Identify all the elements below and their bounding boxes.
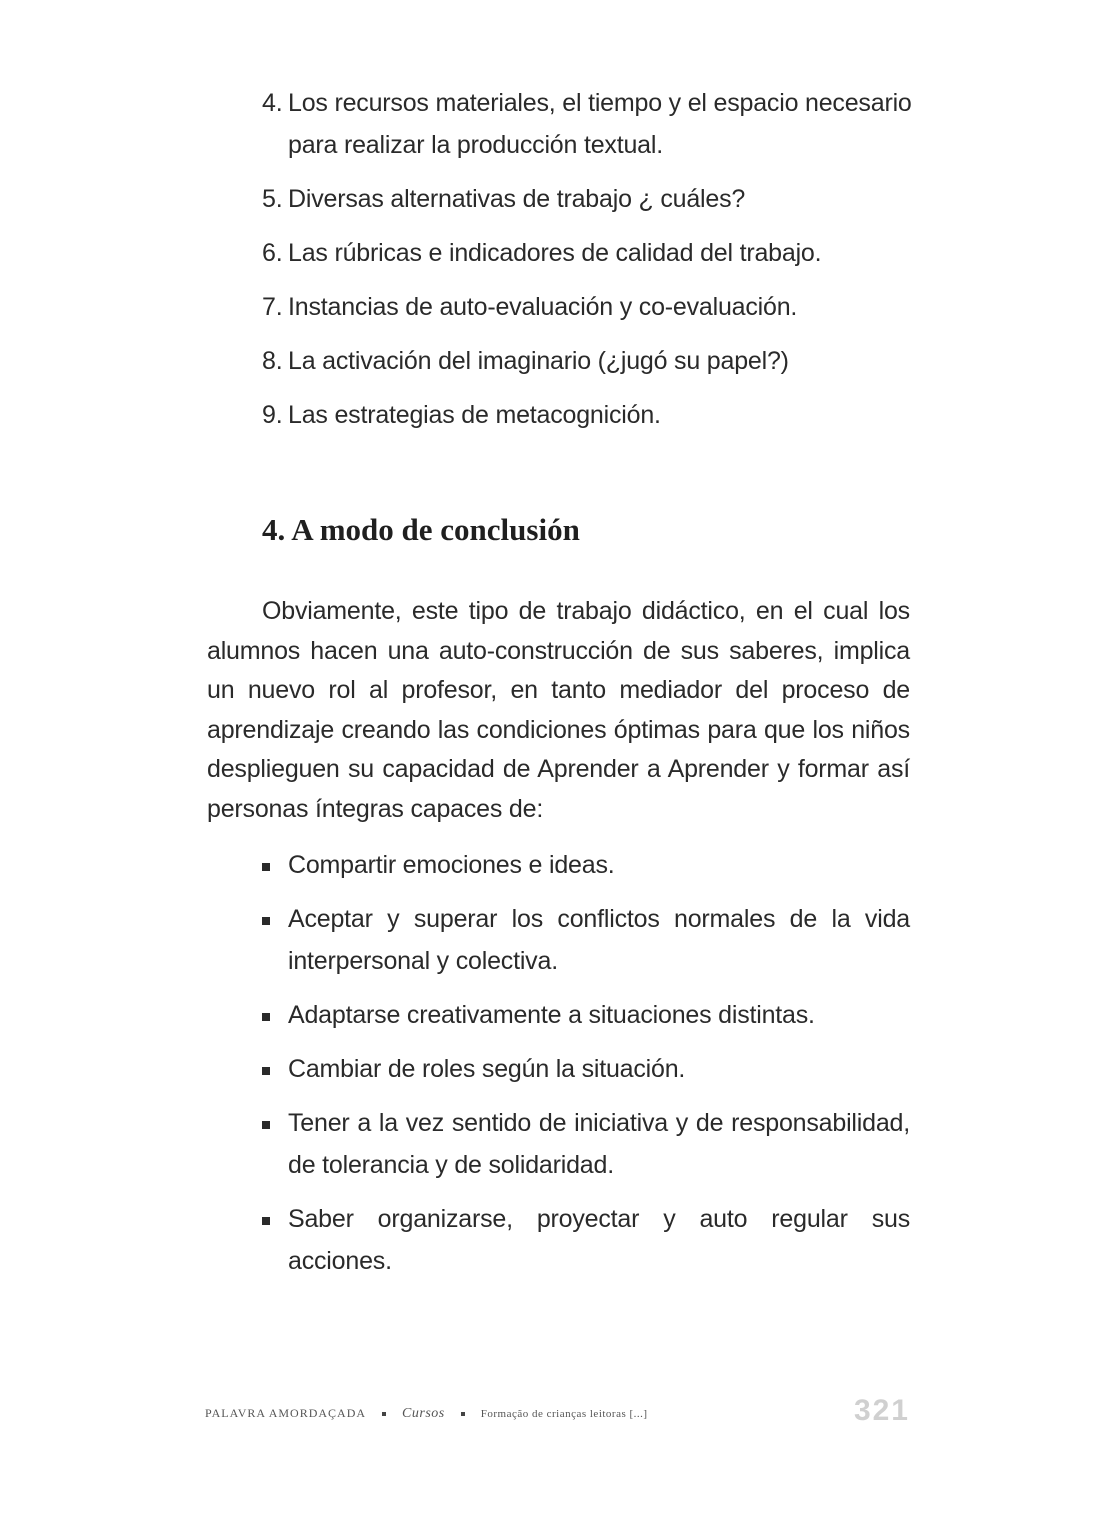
item-text: Los recursos materiales, el tiempo y el espacio necesario para realizar la producción textual. <box>288 89 912 159</box>
list-item <box>262 844 910 886</box>
square-bullet-icon <box>262 1013 270 1021</box>
square-bullet-icon <box>262 917 270 925</box>
chapter-title: Formação de crianças leitoras [...] <box>480 1408 648 1420</box>
book-title: PALAVRA AMORDAÇADA <box>205 1406 367 1420</box>
item-text: Diversas alternativas de trabajo ¿ cuáles? <box>288 185 746 213</box>
list-item <box>262 82 922 166</box>
section-heading: 4. A modo de conclusión <box>262 512 580 547</box>
separator-square-icon <box>382 1412 386 1416</box>
square-bullet-icon <box>262 863 270 871</box>
item-text: Saber organizarse, proyectar y auto regular sus acciones. <box>288 1205 910 1275</box>
item-text: Las rúbricas e indicadores de calidad del trabajo. <box>288 239 822 267</box>
item-text: Adaptarse creativamente a situaciones distintas. <box>288 1001 815 1029</box>
list-item <box>262 898 910 982</box>
list-item <box>262 1198 910 1282</box>
page-footer <box>205 1394 910 1434</box>
item-text: Tener a la vez sentido de iniciativa y de responsabilidad, de tolerancia y de solidaridad. <box>288 1109 910 1179</box>
item-text: Compartir emociones e ideas. <box>288 851 615 879</box>
item-text: Cambiar de roles según la situación. <box>288 1055 686 1083</box>
item-number: 6. <box>262 239 283 267</box>
square-bullet-icon <box>262 1217 270 1225</box>
page-number: 321 <box>853 1394 910 1427</box>
item-number: 5. <box>262 185 283 213</box>
square-bullet-icon <box>262 1121 270 1129</box>
list-item <box>262 994 910 1036</box>
item-number: 9. <box>262 401 283 429</box>
list-item <box>262 178 922 220</box>
list-item <box>262 1048 910 1090</box>
body-paragraph: Obviamente, este tipo de trabajo didáctico, en el cual los alumnos hacen una auto-construcción de sus saberes, implica un nuevo rol al profesor, en tanto mediador del proceso de aprendizaje creando las condiciones óptimas para que los niños desplieguen su capacidad de Aprender a Aprender y formar así personas íntegras capaces de: <box>207 597 910 823</box>
item-text: La activación del imaginario (¿jugó su papel?) <box>288 347 789 375</box>
item-text: Aceptar y superar los conflictos normales de la vida interpersonal y colectiva. <box>288 905 910 975</box>
running-footer <box>205 1406 648 1422</box>
item-number: 8. <box>262 347 283 375</box>
item-number: 7. <box>262 293 283 321</box>
list-item <box>262 286 922 328</box>
list-item <box>262 394 922 436</box>
numbered-list <box>262 82 922 448</box>
item-number: 4. <box>262 89 283 117</box>
separator-square-icon <box>461 1412 465 1416</box>
square-bullet-icon <box>262 1067 270 1075</box>
item-text: Instancias de auto-evaluación y co-evaluación. <box>288 293 798 321</box>
bullet-list <box>262 844 910 1294</box>
list-item <box>262 1102 910 1186</box>
section-name: Cursos <box>402 1406 445 1421</box>
list-item <box>262 232 922 274</box>
list-item <box>262 340 922 382</box>
item-text: Las estrategias de metacognición. <box>288 401 661 429</box>
